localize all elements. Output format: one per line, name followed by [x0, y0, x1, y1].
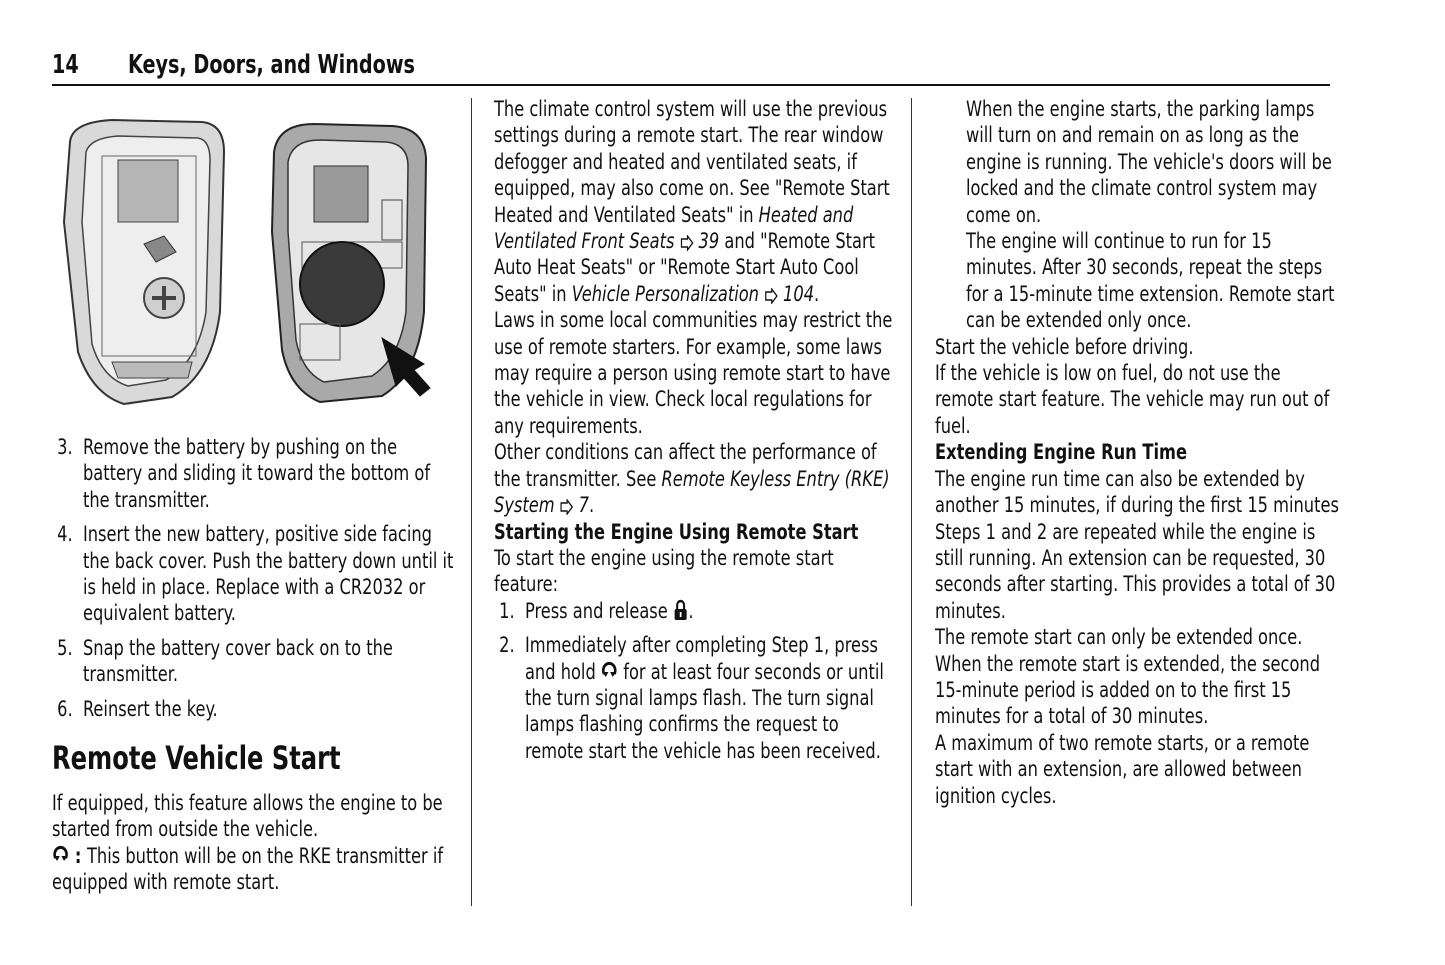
- climate-text: The climate control system will use the previous settings during a remote start. The rear window defogger and heated and ventilated seats, if equipped, may also come on. See "Remote Start Heated and Ventilated Seats" in: [494, 97, 890, 227]
- parking-lamps-paragraph: When the engine starts, the parking lamps will turn on and remain on as long as the engine is running. The vehicle's doors will be locked and the climate control system may come on.: [965, 97, 1332, 227]
- reference-page[interactable]: 39: [698, 229, 720, 254]
- step-number: 6.: [57, 696, 73, 721]
- reference-page[interactable]: 7: [578, 493, 590, 518]
- remote-start-button-note: [52, 843, 456, 896]
- extend-once-paragraph: The remote start can only be extended once.: [935, 625, 1303, 650]
- step-number: 2.: [499, 633, 515, 658]
- step-text: Immediately after completing Step 1, press and hold: [524, 633, 878, 684]
- reference-rke-system[interactable]: Remote Keyless Entry (RKE) System: [494, 466, 890, 518]
- subheading-starting-engine: Starting the Engine Using Remote Start: [494, 519, 859, 544]
- engine-continue-paragraph: The engine will continue to run for 15 minutes. After 30 seconds, repeat the steps for a 15-minute time extension. Remote start can be extended only once.: [965, 229, 1335, 333]
- extend-paragraph: The engine run time can also be extended by another 15 minutes, if during the first 15 minutes Steps 1 and 2 are repeated while the engine is still running. An extension can be requested, 30 seconds after starting. This provides a total of 30 minutes.: [935, 466, 1339, 623]
- maximum-starts-paragraph: A maximum of two remote starts, or a remote start with an extension, are allowed between ignition cycles.: [935, 730, 1310, 808]
- page-reference-icon: [560, 499, 574, 515]
- subheading-extending-run-time: Extending Engine Run Time: [935, 440, 1188, 465]
- list-item: [52, 635, 456, 688]
- button-note-separator: :: [69, 843, 88, 868]
- reference-vehicle-personalization[interactable]: Vehicle Personalization: [571, 281, 759, 306]
- section-heading: Remote Vehicle Start: [52, 739, 341, 778]
- step-text: for at least four seconds or until the turn signal lamps flash. The turn signal lamps flashing confirms the request to remote start the vehicle has been received.: [524, 659, 884, 763]
- list-item: [52, 434, 456, 513]
- punctuation: .: [589, 493, 595, 518]
- column-divider: [911, 98, 912, 906]
- page-reference-icon: [680, 235, 694, 251]
- reference-page[interactable]: 104: [783, 281, 815, 306]
- page-number: 14: [52, 50, 79, 80]
- list-item: [494, 598, 898, 624]
- step-text: Snap the battery cover back on to the transmitter.: [82, 635, 393, 687]
- step-text: Reinsert the key.: [82, 696, 218, 721]
- step-text: Remove the battery by pushing on the battery and sliding it toward the bottom of the transmitter.: [82, 435, 431, 512]
- reference-heated-seats[interactable]: Heated and Ventilated Front Seats: [494, 202, 854, 254]
- button-note-text: This button will be on the RKE transmitter if equipped with remote start.: [52, 843, 444, 895]
- other-conditions-paragraph: [494, 439, 898, 518]
- page-header: [52, 46, 1330, 86]
- punctuation: .: [814, 281, 820, 306]
- start-before-driving: Start the vehicle before driving.: [935, 334, 1194, 359]
- section-title: Keys, Doors, and Windows: [128, 50, 415, 80]
- punctuation: .: [688, 598, 694, 623]
- climate-paragraph: [494, 96, 898, 307]
- column-divider: [471, 98, 472, 906]
- remote-start-icon: [601, 660, 618, 682]
- step-number: 4.: [57, 522, 73, 547]
- column-left: [52, 434, 452, 896]
- page-reference-icon: [764, 288, 778, 304]
- list-item: [52, 696, 456, 722]
- climate-text: and "Remote Start Auto Heat Seats" or "Remote Start Auto Cool Seats" in: [494, 229, 876, 306]
- column-right: [935, 96, 1339, 809]
- key-fob-battery-illustration: [52, 112, 442, 412]
- intro-paragraph: If equipped, this feature allows the engine to be started from outside the vehicle.: [52, 791, 443, 842]
- step-number: 5.: [57, 635, 73, 660]
- column-middle: [494, 96, 899, 772]
- low-fuel-paragraph: If the vehicle is low on fuel, do not use the remote start feature. The vehicle may run out of fuel.: [935, 361, 1330, 438]
- step-text: Press and release: [524, 598, 673, 623]
- list-item: [494, 632, 898, 764]
- laws-paragraph: Laws in some local communities may restrict the use of remote starters. For example, some laws may require a person using remote start to have the vehicle in view. Check local regulations for any requirements.: [494, 308, 893, 438]
- list-item: [52, 521, 456, 627]
- other-text: Other conditions can affect the performance of the transmitter. See: [494, 440, 877, 491]
- lock-icon: [673, 599, 688, 621]
- step-text: Insert the new battery, positive side facing the back cover. Push the battery down until it is held in place. Replace with a CR2032 or equivalent battery.: [82, 522, 454, 626]
- to-start-paragraph: To start the engine using the remote start feature:: [494, 545, 834, 597]
- second-period-paragraph: When the remote start is extended, the second 15-minute period is added on to the first 15 minutes for a total of 30 minutes.: [935, 651, 1321, 729]
- remote-start-icon: [52, 844, 69, 866]
- step-number: 3.: [57, 435, 73, 459]
- step-number: 1.: [499, 598, 515, 623]
